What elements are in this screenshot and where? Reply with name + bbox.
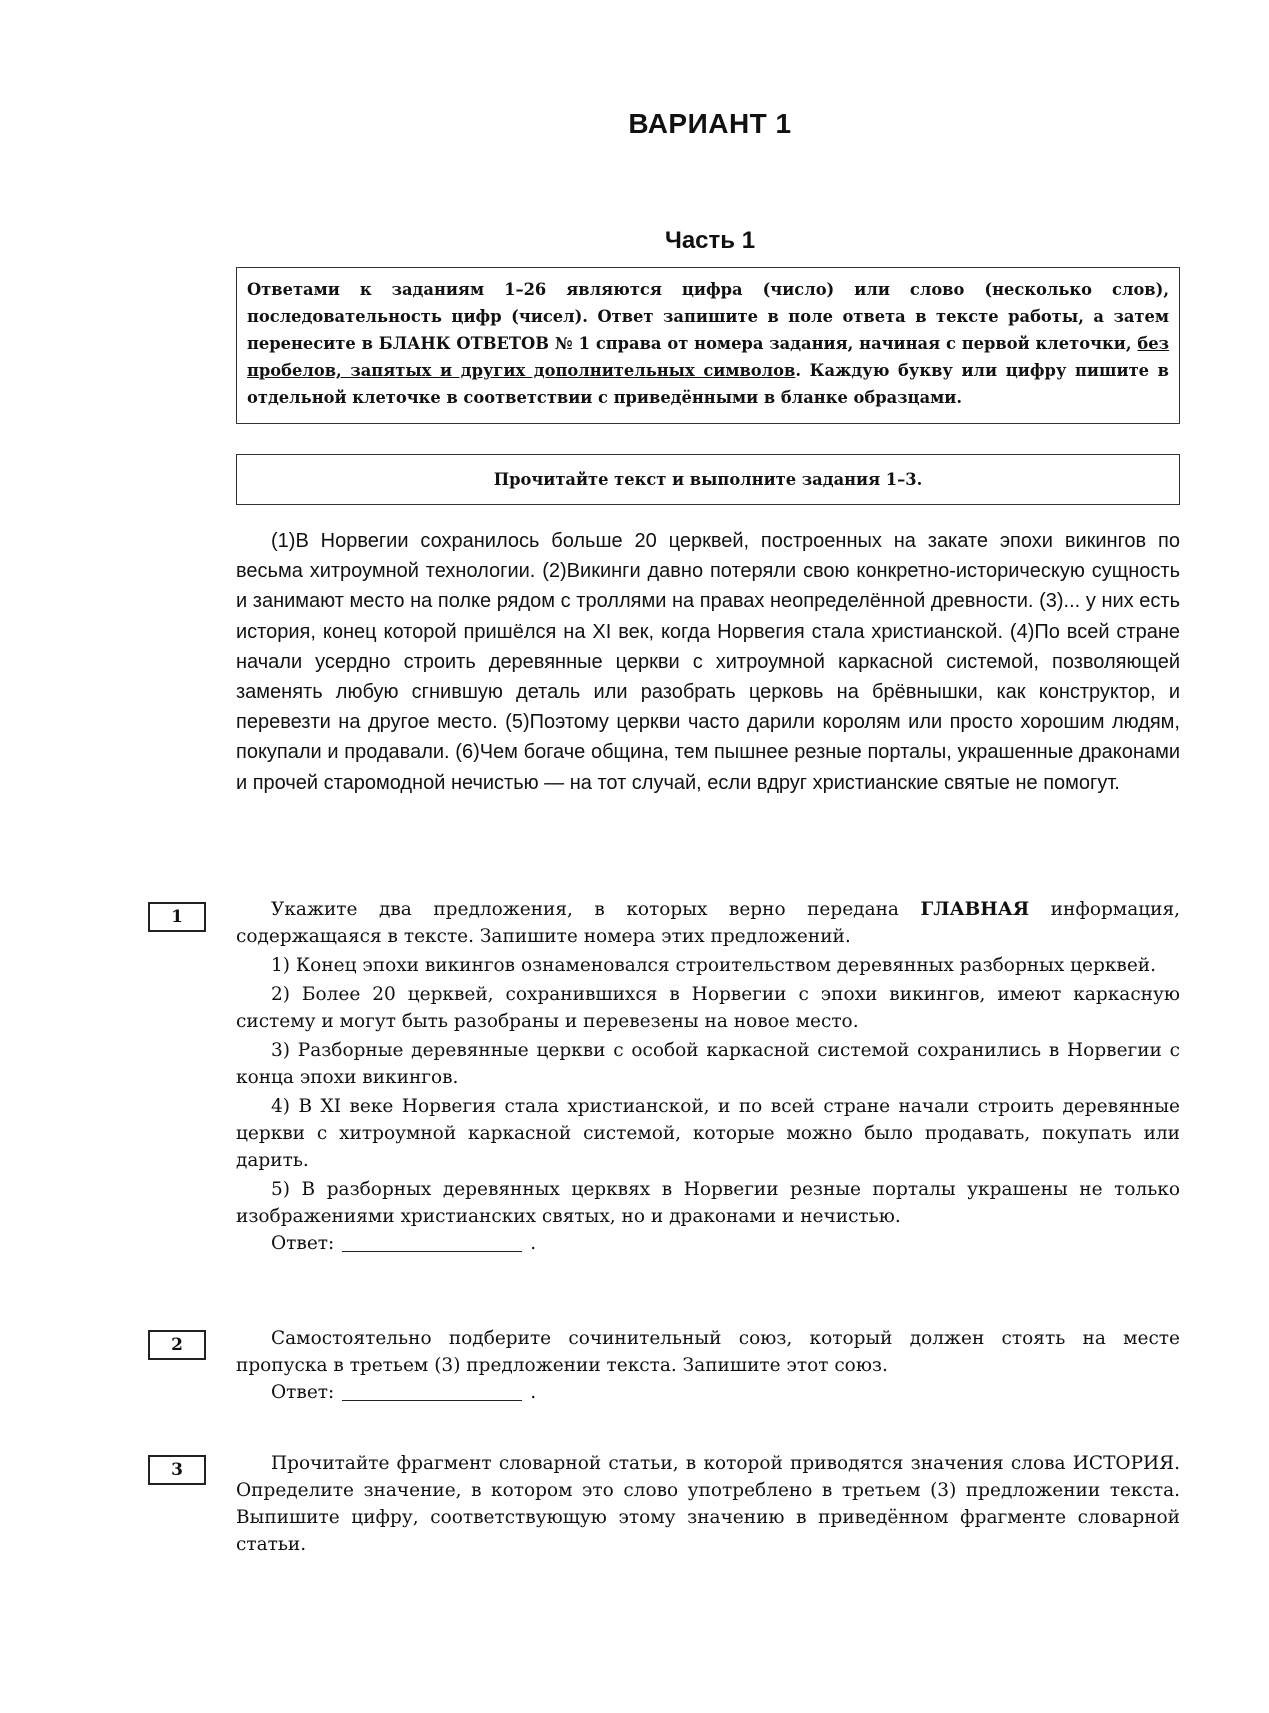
answer-label: Ответ:	[271, 1382, 335, 1403]
passage-text: (1)В Норвегии сохранилось больше 20 церквей, построенных на закате эпохи викингов по весьма хитроумной технологии. (2)Викинги давно потеряли свою конкретно-историческую сущность и занимают место на полке рядом с троллями на правах неопределённой древности. (3)... у них есть история, конец которой пришёлся на XI век, когда Норвегия стала христианской. (4)По всей стране начали усердно строить деревянные церкви с хитроумной каркасной системой, позволяющей заменять любую сгнившую деталь или разобрать церковь на брёвнышки, как конструктор, и перевезти на другое место. (5)Поэтому церкви часто дарили королям или просто хорошим людям, покупали и продавали. (6)Чем богаче община, тем пышнее резные порталы, украшенные драконами и прочей старомодной нечистью — на тот случай, если вдруг христианские святые не помогут.	[236, 530, 1181, 794]
answer-label: Ответ:	[271, 1233, 335, 1254]
option-4: 4) В XI веке Норвегия стала христианской, и по всей стране начали строить деревянные церкви с хитроумной каркасной системой, которые можно было продавать, покупать или дарить.	[236, 1096, 1180, 1171]
reading-passage	[236, 526, 1180, 798]
instructions-text-1: Ответами к заданиям 1–26 являются цифра (число) или слово (несколько слов), последовательность цифр (чисел). Ответ запишите в поле ответа в тексте работы, а затем перенесите в БЛАНК ОТВЕТОВ № 1 справа от номера задания, начиная с первой клеточки,	[247, 280, 1169, 353]
answer-1	[236, 1230, 1180, 1257]
option-3: 3) Разборные деревянные церкви с особой каркасной системой сохранились в Норвегии с конца эпохи викингов.	[236, 1040, 1180, 1088]
question-1-prompt	[236, 896, 1180, 950]
question-2-text: Самостоятельно подберите сочинительный союз, который должен стоять на месте пропуска в третьем (3) предложении текста. Запишите этот союз.	[236, 1328, 1180, 1376]
answer-2	[236, 1379, 1180, 1406]
read-instruction-box: Прочитайте текст и выполните задания 1–3.	[236, 454, 1180, 505]
option-5: 5) В разборных деревянных церквях в Норвегии резные порталы украшены не только изображениями христианских святых, но и драконами и нечистью.	[236, 1179, 1180, 1227]
answer-end: .	[530, 1233, 537, 1254]
section-title: Часть 1	[664, 227, 756, 254]
question-1-text: Укажите два предложения, в которых верно передана	[271, 899, 921, 920]
instructions-text-2: . Каждую букву или цифру пишите в отдельной клеточке в соответствии с приведёнными в бланке образцами.	[247, 361, 1169, 407]
answer-line-2[interactable]	[342, 1400, 522, 1401]
question-2	[236, 1325, 1180, 1406]
option-2: 2) Более 20 церквей, сохранившихся в Норвегии с эпохи викингов, имеют каркасную систему и могут быть разобраны и перевезены на новое место.	[236, 984, 1180, 1032]
answer-line-1[interactable]	[342, 1251, 522, 1252]
question-number-1: 1	[148, 902, 206, 932]
instructions-box	[236, 267, 1180, 424]
answer-end: .	[530, 1382, 537, 1403]
question-1	[236, 896, 1180, 1257]
question-3-text: Прочитайте фрагмент словарной статьи, в которой приводятся значения слова ИСТОРИЯ. Определите значение, в котором это слово употреблено в третьем (3) предложении текста. Выпишите цифру, соответствующую этому значению в приведённом фрагменте словарной статьи.	[236, 1453, 1180, 1555]
question-1-text-end: информация, содержащаяся в тексте. Запишите номера этих предложений.	[236, 899, 1180, 947]
question-number-3: 3	[148, 1455, 206, 1485]
option-1: 1) Конец эпохи викингов ознаменовался строительством деревянных разборных церквей.	[271, 955, 1156, 976]
question-3	[236, 1450, 1180, 1558]
instructions-underlined: без пробелов, запятых и других дополнительных символов	[247, 334, 1169, 380]
question-1-emphasis: ГЛАВНАЯ	[920, 899, 1030, 920]
question-number-2: 2	[148, 1330, 206, 1360]
page-title: ВАРИАНТ 1	[628, 108, 792, 139]
